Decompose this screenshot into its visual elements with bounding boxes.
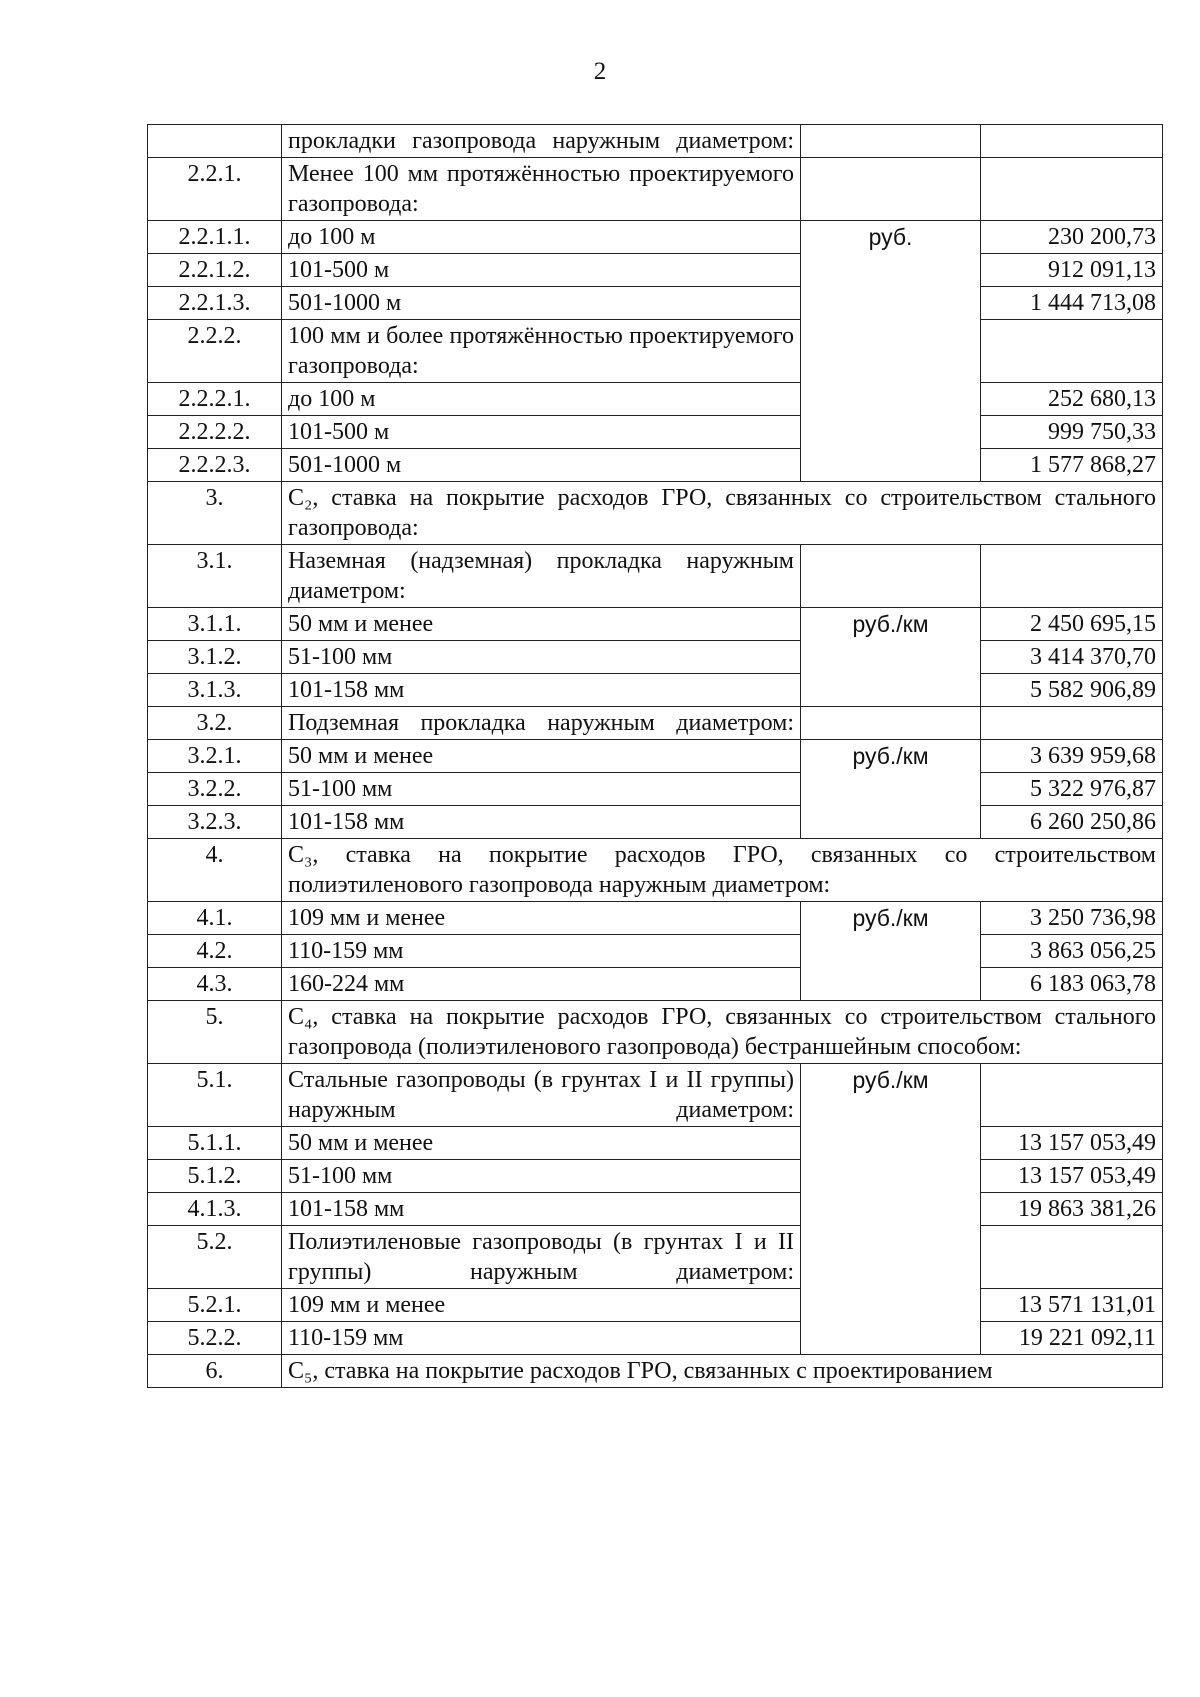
row-description: 100 мм и более протяжённостью проектируемого газопровода: (282, 320, 801, 383)
table-row (148, 320, 1163, 383)
row-value (981, 1226, 1163, 1289)
page-number: 2 (593, 58, 607, 85)
row-number (148, 125, 282, 158)
row-description: 51-100 мм (282, 1160, 801, 1193)
table-row (148, 1064, 1163, 1127)
section-row (148, 1355, 1163, 1388)
row-number: 2.2.2.3. (148, 449, 282, 482)
row-description: 109 мм и менее (282, 1289, 801, 1322)
table-row (148, 383, 1163, 416)
row-value: 5 582 906,89 (981, 674, 1163, 707)
row-number: 3.2.2. (148, 773, 282, 806)
section-description: C₄, ставка на покрытие расходов ГРО, связанных со строительством стального газопровода (полиэтиленового газопровода) бестраншейным способом: (282, 1001, 1163, 1064)
table-row (148, 1226, 1163, 1289)
unit-cell: руб./км (801, 608, 981, 707)
section-description: C₃, ставка на покрытие расходов ГРО, связанных со строительством полиэтиленового газопровода наружным диаметром: (282, 839, 1163, 902)
row-value: 19 221 092,11 (981, 1322, 1163, 1355)
unit-cell: руб./км (801, 1064, 981, 1355)
row-number: 4.1. (148, 902, 282, 935)
unit-cell-empty (801, 707, 981, 740)
row-number: 3.1.1. (148, 608, 282, 641)
table-row (148, 287, 1163, 320)
row-description: 160-224 мм (282, 968, 801, 1001)
row-value: 1 577 868,27 (981, 449, 1163, 482)
row-value: 1 444 713,08 (981, 287, 1163, 320)
row-description: 51-100 мм (282, 773, 801, 806)
row-value (981, 1064, 1163, 1127)
row-description: Менее 100 мм протяжённостью проектируемого газопровода: (282, 158, 801, 221)
row-value (981, 158, 1163, 221)
table-row (148, 1289, 1163, 1322)
row-value: 6 260 250,86 (981, 806, 1163, 839)
row-description: до 100 м (282, 383, 801, 416)
row-description: 101-158 мм (282, 1193, 801, 1226)
table-row (148, 1127, 1163, 1160)
section-description: C₅, ставка на покрытие расходов ГРО, связанных с проектированием (282, 1355, 1163, 1388)
table-row (148, 254, 1163, 287)
row-value: 13 157 053,49 (981, 1160, 1163, 1193)
row-description: 101-158 мм (282, 674, 801, 707)
table-row (148, 416, 1163, 449)
row-number: 2.2.2.1. (148, 383, 282, 416)
row-description: 110-159 мм (282, 935, 801, 968)
row-description: Стальные газопроводы (в грунтах I и II группы) наружным диаметром: (282, 1064, 801, 1127)
row-value (981, 545, 1163, 608)
table-row (148, 674, 1163, 707)
section-description: C₂, ставка на покрытие расходов ГРО, связанных со строительством стального газопровода: (282, 482, 1163, 545)
row-number: 5. (148, 1001, 282, 1064)
row-number: 5.1.1. (148, 1127, 282, 1160)
row-description: до 100 м (282, 221, 801, 254)
row-value: 3 863 056,25 (981, 935, 1163, 968)
row-description: Полиэтиленовые газопроводы (в грунтах I и II группы) наружным диаметром: (282, 1226, 801, 1289)
row-number: 5.2.2. (148, 1322, 282, 1355)
row-value: 5 322 976,87 (981, 773, 1163, 806)
table-row (148, 740, 1163, 773)
row-value: 3 639 959,68 (981, 740, 1163, 773)
row-description: Наземная (надземная) прокладка наружным диаметром: (282, 545, 801, 608)
row-value: 2 450 695,15 (981, 608, 1163, 641)
row-number: 5.2.1. (148, 1289, 282, 1322)
row-value: 912 091,13 (981, 254, 1163, 287)
unit-cell-empty (801, 125, 981, 158)
table-row (148, 1193, 1163, 1226)
row-number: 3. (148, 482, 282, 545)
unit-cell-empty (801, 158, 981, 221)
row-description: 50 мм и менее (282, 740, 801, 773)
row-description: 101-158 мм (282, 806, 801, 839)
table-row (148, 968, 1163, 1001)
section-row (148, 1001, 1163, 1064)
row-value: 19 863 381,26 (981, 1193, 1163, 1226)
tariff-table (147, 124, 1163, 1388)
unit-cell-empty (801, 545, 981, 608)
row-value: 13 157 053,49 (981, 1127, 1163, 1160)
table-row (148, 902, 1163, 935)
row-value: 3 250 736,98 (981, 902, 1163, 935)
row-value: 6 183 063,78 (981, 968, 1163, 1001)
table-row (148, 125, 1163, 158)
row-number: 3.2.1. (148, 740, 282, 773)
row-number: 4. (148, 839, 282, 902)
row-number: 6. (148, 1355, 282, 1388)
row-number: 4.1.3. (148, 1193, 282, 1226)
row-value (981, 320, 1163, 383)
row-number: 4.2. (148, 935, 282, 968)
row-number: 3.1. (148, 545, 282, 608)
table-row (148, 1160, 1163, 1193)
table-row (148, 935, 1163, 968)
row-description: 101-500 м (282, 254, 801, 287)
row-value (981, 707, 1163, 740)
row-number: 3.1.3. (148, 674, 282, 707)
unit-cell: руб. (801, 221, 981, 482)
row-description: 50 мм и менее (282, 608, 801, 641)
row-value: 252 680,13 (981, 383, 1163, 416)
row-number: 5.1.2. (148, 1160, 282, 1193)
table-row (148, 608, 1163, 641)
row-description: 50 мм и менее (282, 1127, 801, 1160)
row-number: 5.1. (148, 1064, 282, 1127)
row-number: 2.2.1.1. (148, 221, 282, 254)
row-number: 2.2.1. (148, 158, 282, 221)
row-description: 101-500 м (282, 416, 801, 449)
row-description: Подземная прокладка наружным диаметром: (282, 707, 801, 740)
row-number: 4.3. (148, 968, 282, 1001)
row-description: 501-1000 м (282, 449, 801, 482)
row-value (981, 125, 1163, 158)
row-number: 3.1.2. (148, 641, 282, 674)
table-row (148, 773, 1163, 806)
row-description: прокладки газопровода наружным диаметром: (282, 125, 801, 158)
row-number: 2.2.1.2. (148, 254, 282, 287)
row-description: 109 мм и менее (282, 902, 801, 935)
row-value: 3 414 370,70 (981, 641, 1163, 674)
row-value: 999 750,33 (981, 416, 1163, 449)
unit-cell: руб./км (801, 740, 981, 839)
row-description: 51-100 мм (282, 641, 801, 674)
table-row (148, 806, 1163, 839)
row-number: 2.2.2. (148, 320, 282, 383)
table-row (148, 545, 1163, 608)
row-description: 110-159 мм (282, 1322, 801, 1355)
row-number: 2.2.2.2. (148, 416, 282, 449)
unit-cell: руб./км (801, 902, 981, 1001)
table-row (148, 449, 1163, 482)
section-row (148, 482, 1163, 545)
table-row (148, 707, 1163, 740)
section-row (148, 839, 1163, 902)
row-number: 3.2.3. (148, 806, 282, 839)
row-number: 5.2. (148, 1226, 282, 1289)
row-value: 230 200,73 (981, 221, 1163, 254)
row-number: 2.2.1.3. (148, 287, 282, 320)
table-row (148, 1322, 1163, 1355)
table-row (148, 221, 1163, 254)
row-number: 3.2. (148, 707, 282, 740)
table-row (148, 158, 1163, 221)
row-value: 13 571 131,01 (981, 1289, 1163, 1322)
row-description: 501-1000 м (282, 287, 801, 320)
table-row (148, 641, 1163, 674)
